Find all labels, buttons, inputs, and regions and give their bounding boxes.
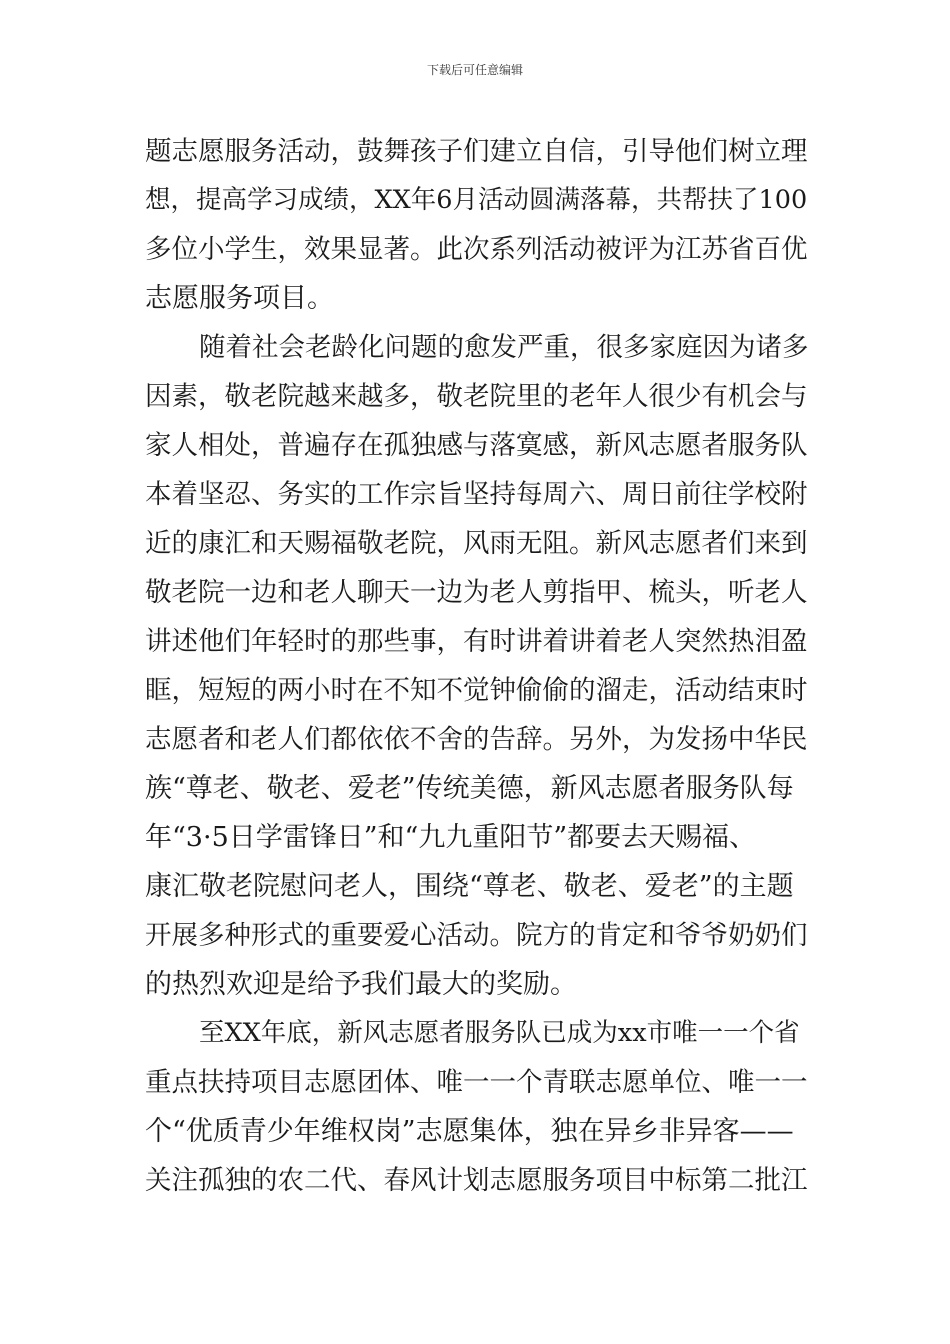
text-line: 题志愿服务活动，鼓舞孩子们建立自信，引导他们树立理 [145,136,808,167]
text-line: 志愿者和老人们都依依不舍的告辞。另外，为发扬中华民 [145,724,808,755]
text-line: 康汇敬老院慰问老人，围绕“尊老、敬老、爱老”的主题 [145,871,794,902]
text-line: 本着坚忍、务实的工作宗旨坚持每周六、周日前往学校附 [145,479,808,510]
text-line: 想，提高学习成绩，XX年6月活动圆满落幕，共帮扶了100 [145,185,808,215]
text-line: 关注孤独的农二代、春风计划志愿服务项目中标第二批江 [145,1165,808,1196]
text-line: 重点扶持项目志愿团体、唯一一个青联志愿单位、唯一一 [145,1067,808,1098]
text-line: 讲述他们年轻时的那些事，有时讲着讲着老人突然热泪盈 [145,626,808,657]
body-text [145,127,810,1205]
paragraph-first-line: 至XX年底，新风志愿者服务队已成为xx市唯一一个省 [199,1018,800,1048]
text-line: 开展多种形式的重要爱心活动。院方的肯定和爷爷奶奶们 [145,920,808,951]
text-line: 因素，敬老院越来越多，敬老院里的老年人很少有机会与 [145,381,808,412]
page-header: 下载后可任意编辑 [426,63,523,77]
text-line: 的热烈欢迎是给予我们最大的奖励。 [145,969,577,1000]
text-line: 个“优质青少年维权岗”志愿集体，独在异乡非异客—— [145,1116,794,1147]
paragraph-first-line: 随着社会老龄化问题的愈发严重，很多家庭因为诸多 [199,332,809,363]
text-line: 近的康汇和天赐福敬老院，风雨无阻。新风志愿者们来到 [145,528,808,559]
text-line: 家人相处，普遍存在孤独感与落寞感，新风志愿者服务队 [145,430,808,461]
text-line: 敬老院一边和老人聊天一边为老人剪指甲、梳头，听老人 [145,577,808,608]
text-line: 族“尊老、敬老、爱老”传统美德，新风志愿者服务队每 [145,773,794,804]
text-line: 年“3·5日学雷锋日”和“九九重阳节”都要去天赐福、 [145,822,757,853]
text-line: 志愿服务项目。 [145,283,334,314]
text-line: 多位小学生，效果显著。此次系列活动被评为江苏省百优 [145,234,808,265]
text-line: 眶，短短的两小时在不知不觉钟偷偷的溜走，活动结束时 [145,675,808,706]
